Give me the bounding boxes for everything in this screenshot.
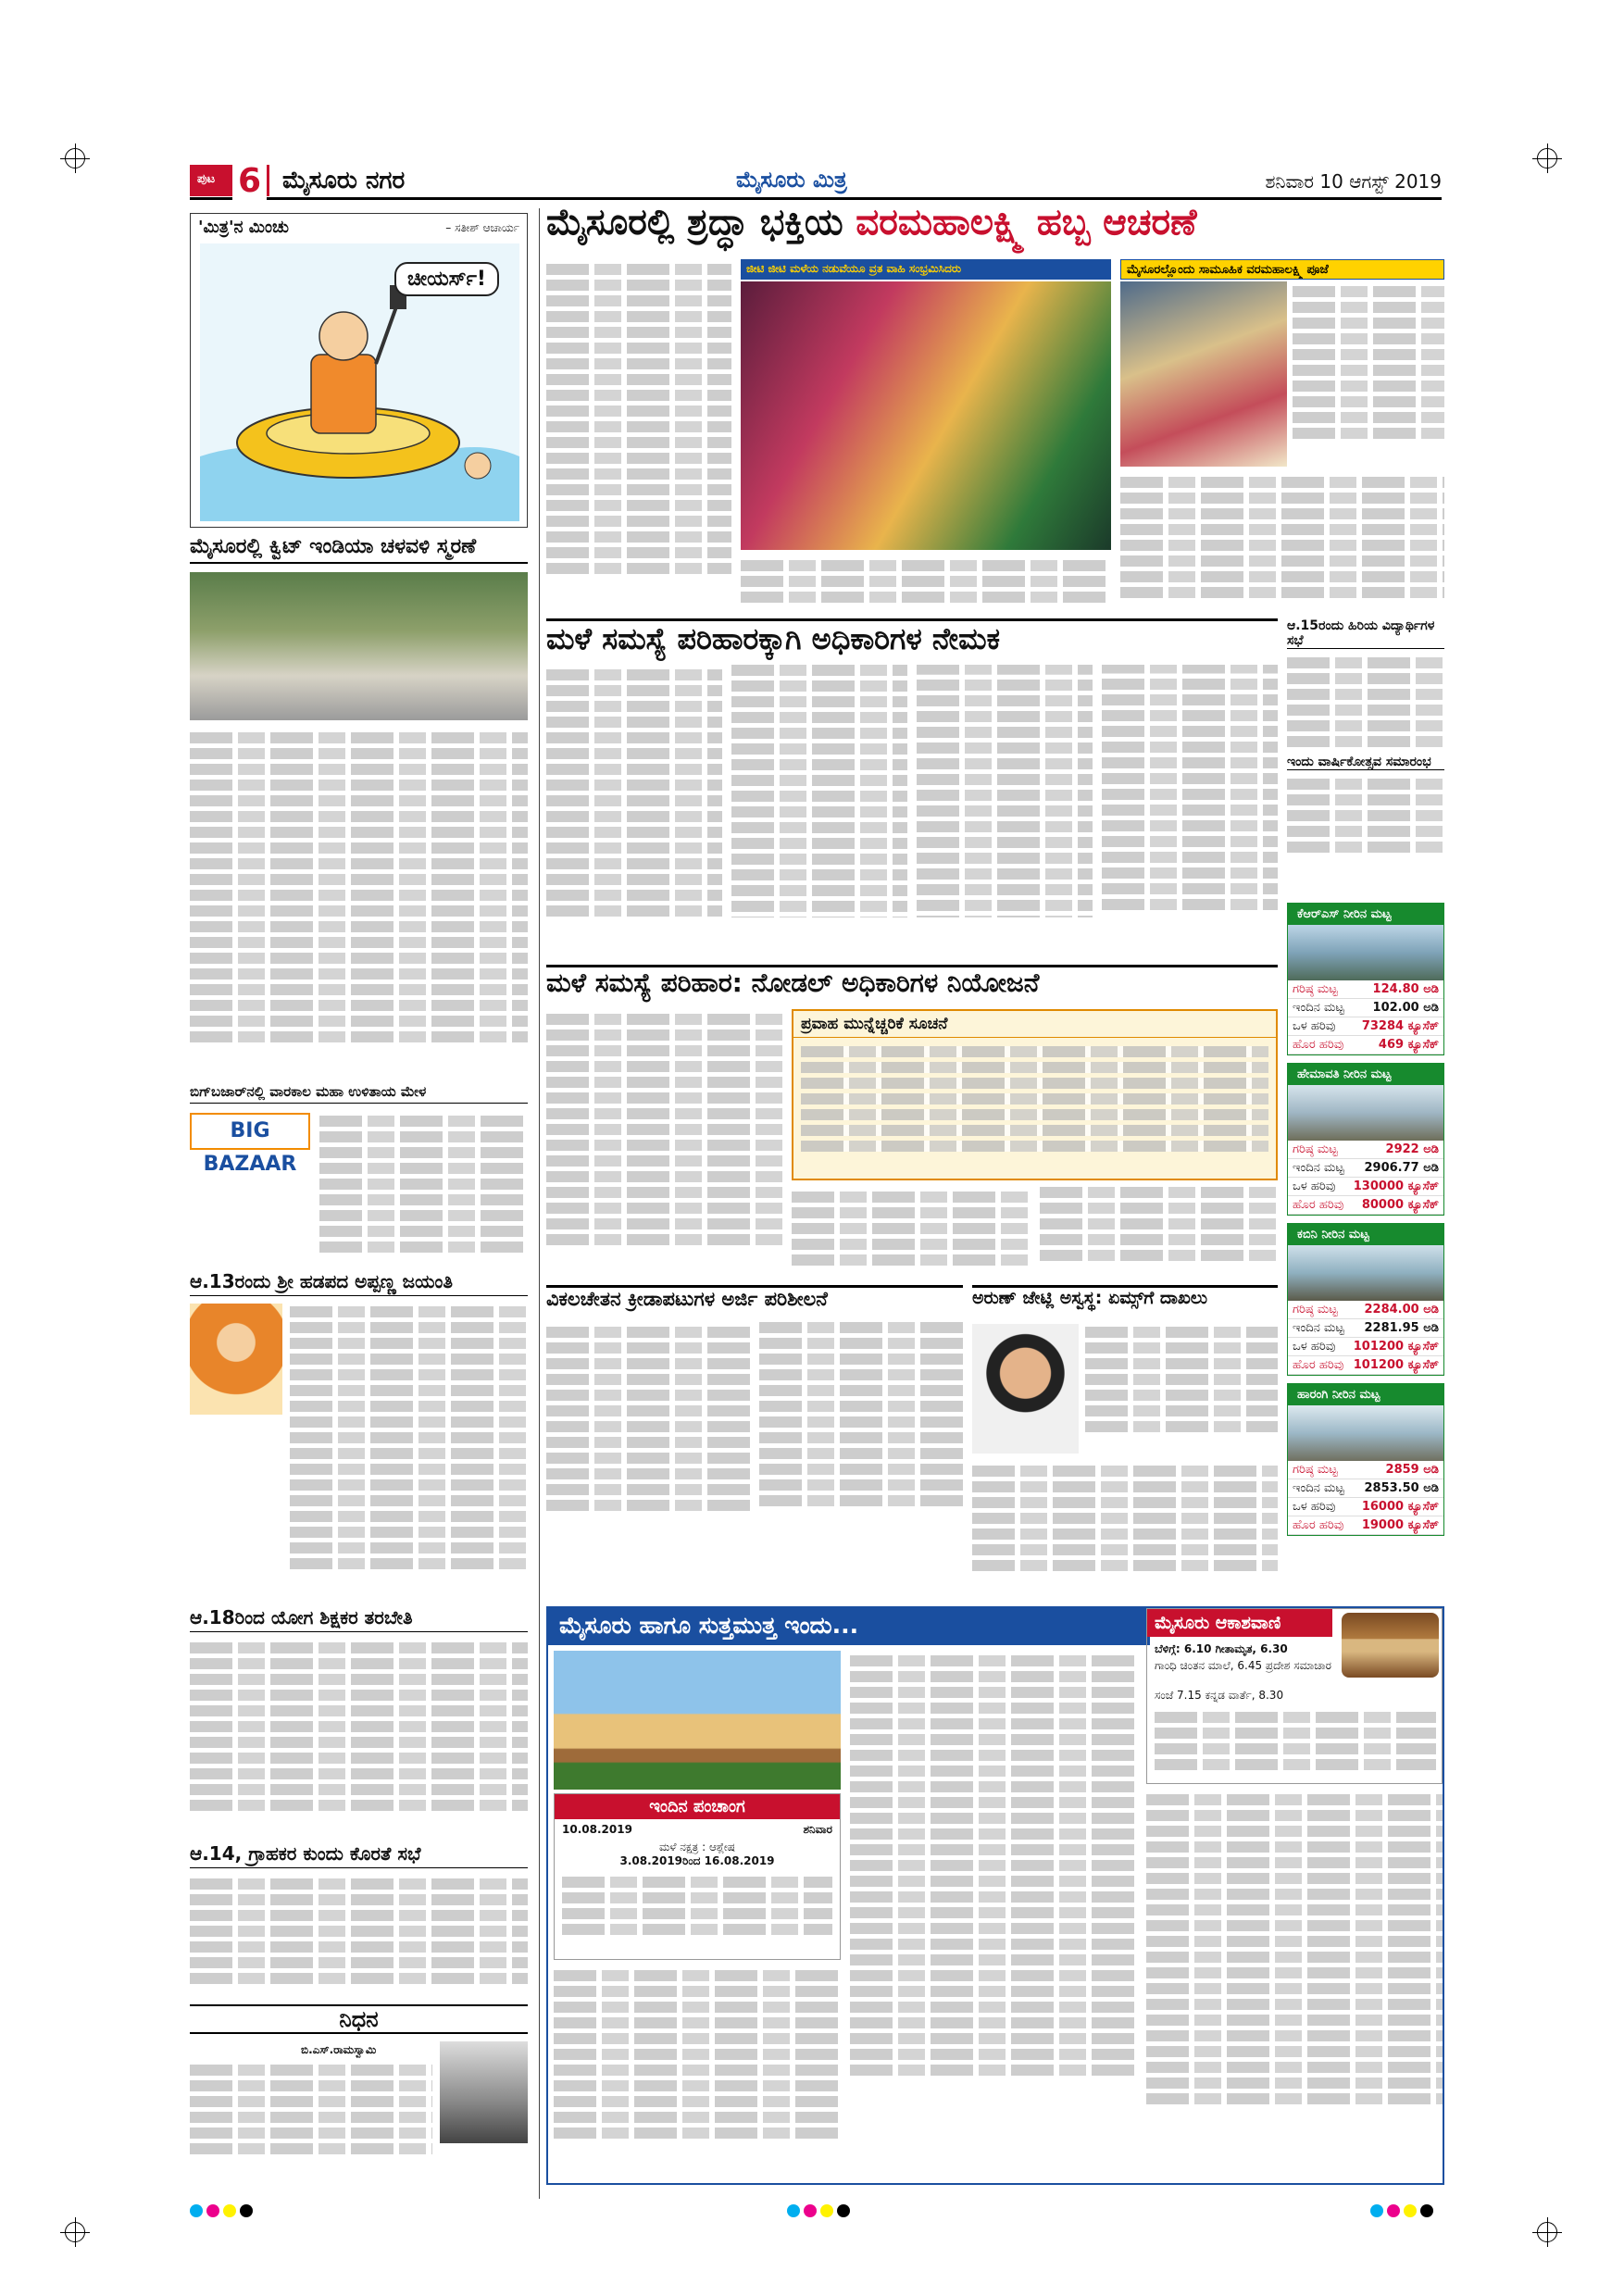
radio-line1: ಬೆಳಿಗ್ಗೆ: 6.10 ಗೀತಾಮೃತ, 6.30 bbox=[1155, 1642, 1288, 1655]
jaitley-body bbox=[1085, 1322, 1278, 1456]
grahaka-headline: ಆ.14, ಗ್ರಾಹಕರ ಕುಂದು ಕೊರತೆ ಸಭೆ bbox=[190, 1842, 528, 1868]
side-story-body-2 bbox=[1120, 472, 1444, 615]
column-divider bbox=[539, 208, 540, 2199]
grahaka-story bbox=[190, 1842, 528, 2000]
events-list-col2 bbox=[850, 1651, 1137, 2178]
bubble-text: ಚೀಯರ್ಸ್! bbox=[407, 268, 486, 291]
reservoir-row: ಒಳ ಹರಿವು 101200 ಕ್ಯೂಸೆಕ್ bbox=[1288, 1338, 1443, 1356]
main-headline-part2: ವರಮಹಾಲಕ್ಷ್ಮಿ ಹಬ್ಬ ಆಚರಣೆ bbox=[856, 202, 1197, 243]
obituary bbox=[190, 2004, 528, 2180]
school-body-1 bbox=[1287, 653, 1444, 755]
bigbazaar-logo: BIG BAZAAR bbox=[190, 1113, 310, 1150]
cartoon-title: 'ಮಿತ್ರ'ನ ಮಿಂಚು bbox=[198, 218, 289, 237]
rain-officers-headline: ಮಳೆ ಸಮಸ್ಯೆ ಪರಿಹಾರಕ್ಕಾಗಿ ಅಧಿಕಾರಿಗಳ ನೇಮಕ bbox=[546, 618, 1278, 661]
issue-date: ಶನಿವಾರ 10 ಆಗಸ್ಟ್ 2019 bbox=[1265, 170, 1442, 193]
radio-box bbox=[1146, 1608, 1443, 1784]
appanna-headline: ಆ.13ರಂದು ಶ್ರೀ ಹಡಪದ ಅಪ್ಪಣ್ಣ ಜಯಂತಿ bbox=[190, 1270, 528, 1296]
nodal-body-col1 bbox=[546, 1009, 782, 1278]
events-list-col1 bbox=[554, 1965, 841, 2178]
main-festival-photo bbox=[741, 281, 1111, 550]
registration-mark bbox=[65, 2222, 85, 2242]
reservoir-photo bbox=[1288, 1405, 1443, 1461]
radio-icon bbox=[1342, 1613, 1439, 1678]
main-photo-banner: ಜೀಟಿ ಜೀಟಿ ಮಳೆಯ ನಡುವೆಯೂ ವ್ರತ ವಾಹಿ ಸಂಭ್ರಮಿಸಿದರು bbox=[741, 259, 1111, 280]
obituary-headline: ನಿಧನ bbox=[190, 2004, 528, 2034]
yoga-body bbox=[190, 1638, 528, 1832]
reservoir-photo bbox=[1288, 1245, 1443, 1301]
registration-mark bbox=[1537, 2222, 1557, 2242]
speech-bubble bbox=[394, 262, 499, 296]
obituary-name: ಬಿ.ಎಸ್.ರಾಮಸ್ವಾಮಿ bbox=[301, 2043, 377, 2056]
reservoir-panel bbox=[1287, 903, 1444, 1606]
yellow-dot bbox=[1404, 2204, 1417, 2217]
bigbazaar-body bbox=[319, 1111, 528, 1259]
side-story-body bbox=[1293, 281, 1444, 467]
bigbazaar-story bbox=[190, 1083, 528, 1268]
reservoir-photo bbox=[1288, 1085, 1443, 1141]
panchanga-date-row bbox=[555, 1819, 840, 1841]
events-section bbox=[546, 1606, 1444, 2185]
page-label: ಪುಟ bbox=[197, 172, 216, 186]
bigbazaar-headline: ಬಿಗ್‌ಬಜಾರ್‌ನಲ್ಲಿ ವಾರಕಾಲ ಮಹಾ ಉಳಿತಾಯ ಮೇಳ bbox=[190, 1083, 528, 1104]
section-title: ಮೈಸೂರು ನಗರ bbox=[282, 167, 406, 194]
cyan-dot bbox=[190, 2204, 203, 2217]
nodal-body-col2 bbox=[792, 1187, 1278, 1279]
obituary-photo bbox=[440, 2041, 528, 2143]
appanna-portrait bbox=[190, 1304, 282, 1415]
school-story bbox=[1287, 618, 1444, 896]
reservoir-title: ಹಾರಂಗಿ ನೀರಿನ ಮಟ್ಟ bbox=[1288, 1384, 1443, 1405]
reservoir-table bbox=[1288, 1141, 1443, 1215]
radio-body bbox=[1155, 1707, 1436, 1781]
reservoir-row: ಹೊರ ಹರಿವು 80000 ಕ್ಯೂಸೆಕ್ bbox=[1288, 1196, 1443, 1215]
cyan-dot bbox=[787, 2204, 800, 2217]
appanna-body bbox=[290, 1302, 528, 1598]
reservoir-table bbox=[1288, 980, 1443, 1054]
school-body-2 bbox=[1287, 774, 1444, 867]
reservoir-row: ಗರಿಷ್ಠ ಮಟ್ಟ 2859 ಅಡಿ bbox=[1288, 1461, 1443, 1479]
reservoir-row: ಒಳ ಹರಿವು 16000 ಕ್ಯೂಸೆಕ್ bbox=[1288, 1498, 1443, 1516]
flood-headline: ಪ್ರವಾಹ ಮುನ್ನೆಚ್ಚರಿಕೆ ಸೂಚನೆ bbox=[793, 1011, 1276, 1038]
reservoir-row: ಗರಿಷ್ಠ ಮಟ್ಟ 2284.00 ಅಡಿ bbox=[1288, 1301, 1443, 1319]
jaitley-photo bbox=[972, 1324, 1079, 1454]
reservoir-block bbox=[1287, 1383, 1444, 1536]
reservoir-row: ಇಂದಿನ ಮಟ್ಟ 2281.95 ಅಡಿ bbox=[1288, 1319, 1443, 1338]
panchanga-body bbox=[555, 1868, 840, 1942]
cartoon-box bbox=[190, 213, 528, 528]
yellow-dot bbox=[820, 2204, 833, 2217]
black-dot bbox=[240, 2204, 253, 2217]
quit-india-body bbox=[190, 728, 528, 1079]
flood-body bbox=[793, 1038, 1276, 1177]
nodal-headline: ಮಳೆ ಸಮಸ್ಯೆ ಪರಿಹಾರ: ನೋಡಲ್ ಅಧಿಕಾರಿಗಳ ನಿಯೋಜನೆ bbox=[546, 965, 1278, 1005]
reservoir-row: ಇಂದಿನ ಮಟ್ಟ 2853.50 ಅಡಿ bbox=[1288, 1479, 1443, 1498]
reservoir-title: ಹೇಮಾವತಿ ನೀರಿನ ಮಟ್ಟ bbox=[1288, 1064, 1443, 1085]
sports-headline: ವಿಕಲಚೇತನ ಕ್ರೀಡಾಪಟುಗಳ ಅರ್ಜಿ ಪರಿಶೀಲನೆ bbox=[546, 1285, 963, 1318]
obituary-body bbox=[190, 2060, 432, 2171]
panchanga-date: 10.08.2019 bbox=[562, 1823, 632, 1836]
yoga-story bbox=[190, 1606, 528, 1838]
reservoir-row: ಇಂದಿನ ಮಟ್ಟ 102.00 ಅಡಿ bbox=[1288, 999, 1443, 1017]
cartoon-credit: – ಸತೀಶ್ ಆಚಾರ್ಯ bbox=[445, 221, 519, 234]
quit-india-photo bbox=[190, 572, 528, 720]
sports-body bbox=[546, 1322, 963, 1600]
reservoir-table bbox=[1288, 1301, 1443, 1375]
magenta-dot bbox=[804, 2204, 817, 2217]
panchanga-title: ಇಂದಿನ ಪಂಚಾಂಗ bbox=[555, 1794, 840, 1819]
main-headline-part1: ಮೈಸೂರಲ್ಲಿ ಶ್ರದ್ಧಾ ಭಕ್ತಿಯ bbox=[546, 202, 856, 243]
side-story-banner: ಮೈಸೂರಲ್ಲೊಂದು ಸಾಮೂಹಿಕ ವರಮಹಾಲಕ್ಷ್ಮಿ ಪೂಜೆ bbox=[1120, 259, 1444, 280]
main-photo-caption bbox=[741, 555, 1111, 615]
reservoir-row: ಗರಿಷ್ಠ ಮಟ್ಟ 124.80 ಅಡಿ bbox=[1288, 980, 1443, 999]
reservoir-row: ಹೊರ ಹರಿವು 19000 ಕ್ಯೂಸೆಕ್ bbox=[1288, 1516, 1443, 1535]
yoga-headline: ಆ.18ರಿಂದ ಯೋಗ ಶಿಕ್ಷಕರ ತರಬೇತಿ bbox=[190, 1606, 528, 1632]
jaitley-body-2 bbox=[972, 1461, 1278, 1600]
registration-mark bbox=[1537, 148, 1557, 168]
panchanga-line1: ಮಳೆ ನಕ್ಷತ್ರ : ಆಶ್ಲೇಷ bbox=[659, 1841, 735, 1853]
side-story-photo bbox=[1120, 281, 1287, 467]
reservoir-row: ಹೊರ ಹರಿವು 469 ಕ್ಯೂಸೆಕ್ bbox=[1288, 1036, 1443, 1054]
events-headline: ಮೈಸೂರು ಹಾಗೂ ಸುತ್ತಮುತ್ತ ಇಂದು... bbox=[548, 1608, 1150, 1645]
school-headline-1: ಆ.15ರಂದು ಹಿರಿಯ ವಿದ್ಯಾರ್ಥಿಗಳ ಸಭೆ bbox=[1287, 618, 1444, 649]
registration-mark bbox=[65, 148, 85, 168]
page-number: 6 bbox=[232, 162, 267, 200]
events-list-col3 bbox=[1146, 1790, 1443, 2178]
page-number-badge bbox=[190, 162, 269, 200]
jaitley-headline: ಅರುಣ್ ಜೇಟ್ಲಿ ಅಸ್ವಸ್ಥ: ಏಮ್ಸ್‌ಗೆ ದಾಖಲು bbox=[972, 1285, 1278, 1318]
masthead: ಮೈಸೂರು ಮಿತ್ರ bbox=[736, 167, 847, 193]
reservoir-title: ಕಬಿನಿ ನೀರಿನ ಮಟ್ಟ bbox=[1288, 1224, 1443, 1245]
radio-line2: ಗಾಂಧಿ ಚಿಂತನ ಮಾಲೆ, 6.45 ಪ್ರದೇಶ ಸಮಾಚಾರ bbox=[1155, 1659, 1332, 1672]
magenta-dot bbox=[206, 2204, 219, 2217]
reservoir-row: ಇಂದಿನ ಮಟ್ಟ 2906.77 ಅಡಿ bbox=[1288, 1159, 1443, 1178]
radio-line3: ಸಂಜೆ 7.15 ಕನ್ನಡ ವಾರ್ತೆ, 8.30 bbox=[1155, 1689, 1284, 1702]
quit-india-story bbox=[190, 535, 528, 1081]
main-story-col1 bbox=[546, 259, 731, 611]
panchanga-line2: 3.08.2019ರಿಂದ 16.08.2019 bbox=[619, 1854, 775, 1867]
reservoir-block bbox=[1287, 1223, 1444, 1376]
appanna-story bbox=[190, 1270, 528, 1603]
reservoir-row: ಒಳ ಹರಿವು 73284 ಕ್ಯೂಸೆಕ್ bbox=[1288, 1017, 1443, 1036]
reservoir-photo bbox=[1288, 925, 1443, 980]
reservoir-block bbox=[1287, 903, 1444, 1055]
yellow-dot bbox=[223, 2204, 236, 2217]
school-headline-2: ಇಂದು ವಾರ್ಷಿಕೋತ್ಸವ ಸಮಾರಂಭ bbox=[1287, 755, 1444, 770]
panchanga-box bbox=[554, 1793, 841, 1960]
reservoir-table bbox=[1288, 1461, 1443, 1535]
black-dot bbox=[837, 2204, 850, 2217]
reservoir-block bbox=[1287, 1063, 1444, 1216]
color-bar bbox=[1370, 2203, 1437, 2221]
main-headline bbox=[546, 202, 1444, 256]
reservoir-title: ಕೆಆರ್‌ಎಸ್ ನೀರಿನ ಮಟ್ಟ bbox=[1288, 904, 1443, 925]
palace-photo bbox=[554, 1651, 841, 1790]
cyan-dot bbox=[1370, 2204, 1383, 2217]
color-bar bbox=[190, 2203, 256, 2221]
quit-india-headline: ಮೈಸೂರಲ್ಲಿ ಕ್ವಿಟ್ ಇಂಡಿಯಾ ಚಳವಳಿ ಸ್ಮರಣೆ bbox=[190, 535, 528, 564]
reservoir-row: ಒಳ ಹರಿವು 130000 ಕ್ಯೂಸೆಕ್ bbox=[1288, 1178, 1443, 1196]
panchanga-day: ಶನಿವಾರ bbox=[803, 1823, 832, 1836]
cartoon-illustration bbox=[200, 243, 519, 521]
rain-officers-body bbox=[546, 665, 1278, 961]
flood-box bbox=[792, 1009, 1278, 1180]
grahaka-body bbox=[190, 1874, 528, 1994]
magenta-dot bbox=[1387, 2204, 1400, 2217]
radio-title: ಮೈಸೂರು ಆಕಾಶವಾಣಿ bbox=[1147, 1609, 1332, 1637]
black-dot bbox=[1420, 2204, 1433, 2217]
color-bar bbox=[787, 2203, 854, 2221]
reservoir-row: ಗರಿಷ್ಠ ಮಟ್ಟ 2922 ಅಡಿ bbox=[1288, 1141, 1443, 1159]
page-header bbox=[190, 162, 1442, 200]
reservoir-row: ಹೊರ ಹರಿವು 101200 ಕ್ಯೂಸೆಕ್ bbox=[1288, 1356, 1443, 1375]
